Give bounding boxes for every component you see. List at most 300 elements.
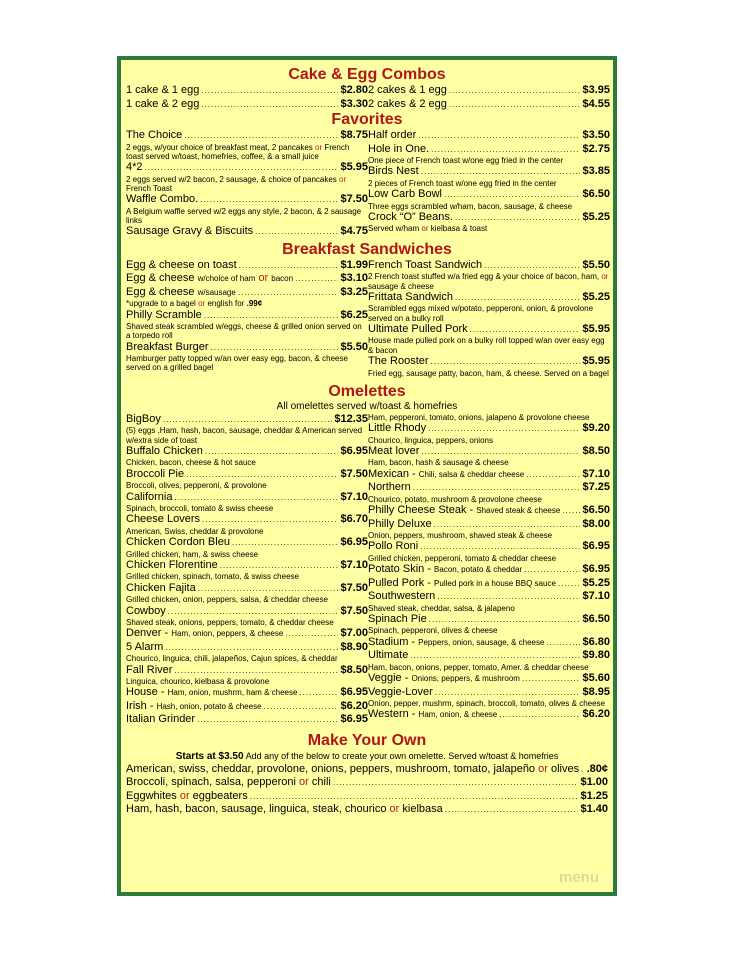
item-name-text: 1 cake & 1 egg xyxy=(126,84,200,96)
menu-item xyxy=(126,627,368,641)
item-price: $3.50 xyxy=(582,129,610,141)
item-name-text: Fall River xyxy=(126,663,173,676)
dot-leader xyxy=(428,423,580,436)
menu-item xyxy=(126,129,368,161)
dot-leader xyxy=(431,144,580,157)
menu-item xyxy=(368,259,610,291)
or-word: or xyxy=(389,802,400,815)
item-description xyxy=(126,527,368,536)
or-word: or xyxy=(538,762,548,775)
item-name xyxy=(126,582,196,595)
item-name-text: Birds Nest xyxy=(368,165,419,178)
menu-item xyxy=(126,641,368,664)
item-row xyxy=(126,193,368,207)
item-price: $5.95 xyxy=(582,355,610,368)
item-name-text: Western - xyxy=(368,708,416,721)
item-row xyxy=(368,188,610,202)
item-row xyxy=(368,577,610,591)
item-name-text: Philly Cheese Steak - xyxy=(368,504,474,517)
item-price: $7.50 xyxy=(340,581,368,594)
item-row xyxy=(368,259,610,273)
item-row xyxy=(126,286,368,300)
menu-item xyxy=(368,84,610,98)
item-row xyxy=(368,468,610,482)
item-description xyxy=(368,604,610,613)
item-price: $8.90 xyxy=(340,640,368,653)
item-row xyxy=(126,272,368,286)
item-name xyxy=(368,613,427,626)
item-description xyxy=(368,272,610,291)
upgrade-price: .99¢ xyxy=(246,299,263,309)
item-price: $5.95 xyxy=(340,161,368,174)
item-name-text: chili xyxy=(311,776,331,789)
item-description xyxy=(126,458,368,467)
item-row xyxy=(126,664,368,678)
dot-leader xyxy=(444,189,580,202)
menu-item xyxy=(368,413,610,422)
item-row xyxy=(126,84,368,98)
item-name-text: eggbeaters xyxy=(192,789,248,802)
item-name-text: Little Rhody xyxy=(368,422,427,435)
or-word: or xyxy=(421,224,429,234)
menu-item xyxy=(368,468,610,482)
menu-item xyxy=(126,491,368,514)
or-word: or xyxy=(299,776,309,789)
item-row xyxy=(368,636,610,650)
menu-item xyxy=(368,355,610,378)
menu-item xyxy=(368,613,610,636)
description-text: French toast served w/toast, homefries, coffee, & a small juice xyxy=(126,142,350,161)
dot-leader xyxy=(524,564,580,577)
watermark: menu xyxy=(558,869,599,886)
item-name-text: Italian Grinder xyxy=(126,713,196,726)
menu-item xyxy=(126,700,368,714)
item-price: $2.80 xyxy=(340,84,368,96)
description-text: Linguica, chourico, kielbasa & provolone xyxy=(126,677,270,687)
item-price: $6.70 xyxy=(340,513,368,526)
item-name xyxy=(126,341,209,354)
item-description xyxy=(126,207,368,226)
item-row xyxy=(368,211,610,225)
start-text: Add any of the below to create your own omelette. Served w/toast & homefries xyxy=(245,750,559,761)
item-row xyxy=(126,129,368,143)
item-name xyxy=(126,803,443,816)
item-description xyxy=(368,663,610,672)
item-inline-desc: Hash, onion, potato & cheese xyxy=(156,701,262,711)
item-row xyxy=(368,422,610,436)
item-description xyxy=(126,143,368,162)
item-row xyxy=(126,98,368,112)
description-text: Ham, bacon, hash & sausage & cheese xyxy=(368,458,509,468)
item-name xyxy=(368,518,432,531)
item-name-text: House - xyxy=(126,686,165,699)
item-name xyxy=(368,563,522,577)
item-inline-desc: w/sausage xyxy=(197,287,236,297)
dot-leader xyxy=(558,578,581,591)
or-word: or xyxy=(339,174,347,184)
item-price: $8.95 xyxy=(582,685,610,698)
item-price: $5.25 xyxy=(582,290,610,303)
menu-item xyxy=(368,323,610,355)
item-name xyxy=(126,272,293,286)
item-description xyxy=(126,354,368,373)
item-name-text: Denver - xyxy=(126,627,169,640)
item-price: $5.25 xyxy=(582,210,610,223)
item-row xyxy=(126,413,368,427)
item-name xyxy=(368,481,411,494)
menu-item xyxy=(126,309,368,341)
item-name xyxy=(368,445,419,458)
item-name xyxy=(368,590,435,603)
item-price: $3.25 xyxy=(340,285,368,298)
dot-leader xyxy=(484,260,580,273)
item-name-text: Eggwhites xyxy=(126,789,177,802)
dot-leader xyxy=(255,226,338,239)
item-row xyxy=(368,563,610,577)
dot-leader xyxy=(205,446,339,459)
dot-leader xyxy=(232,537,339,550)
description-text: (5) eggs ,Ham, hash, bacon, sausage, cheddar & American served w/extra side of toast xyxy=(126,426,363,445)
item-price: $6.95 xyxy=(340,444,368,457)
dot-leader xyxy=(437,591,580,604)
item-name xyxy=(368,649,408,662)
omelettes-columns xyxy=(126,413,608,727)
omelettes-title: Omelettes xyxy=(328,382,406,400)
item-description xyxy=(126,618,368,627)
item-price: $7.25 xyxy=(582,481,610,494)
item-row xyxy=(126,341,368,355)
or-word: or xyxy=(179,789,190,802)
item-name-text: Southwestern xyxy=(368,590,436,603)
left-column xyxy=(126,259,368,378)
dot-leader xyxy=(211,342,339,355)
menu-item xyxy=(126,259,368,273)
item-name-text: Potato Skin - xyxy=(368,563,431,576)
item-name-text: Stadium - xyxy=(368,635,416,648)
description-text: Ham, pepperoni, tomato, onions, jalapeno & provolone cheese xyxy=(368,412,590,422)
dot-leader xyxy=(220,560,339,573)
item-name xyxy=(368,636,544,650)
item-description xyxy=(126,595,368,604)
menu-item xyxy=(368,636,610,650)
item-inline-desc: Onions, peppers, & mushroom xyxy=(411,674,520,684)
dot-leader xyxy=(455,212,581,225)
dot-leader xyxy=(145,162,339,175)
item-name-text: Chicken Fajita xyxy=(126,581,196,594)
item-description xyxy=(368,413,610,422)
item-description xyxy=(126,550,368,559)
item-price: $6.20 xyxy=(340,699,368,712)
item-name-text: Cheese Lovers xyxy=(126,513,200,526)
item-name-text: BigBoy xyxy=(126,412,161,425)
description-text: Onion, peppers, mushroom, shaved steak & cheese xyxy=(368,531,553,541)
item-price: $6.80 xyxy=(582,635,610,648)
dot-leader xyxy=(413,482,581,495)
item-price: $1.40 xyxy=(580,802,608,815)
start-price: Starts at $3.50 xyxy=(175,750,244,762)
item-inline-desc: Peppers, onion, sausage, & cheese xyxy=(418,637,545,647)
description-text: Hamburger patty topped w/an over easy egg, bacon, & cheese served on a grilled bagel xyxy=(126,354,348,373)
item-inline-desc: Chili, salsa & cheddar cheese xyxy=(418,469,525,479)
item-price: $6.50 xyxy=(582,188,610,201)
item-row xyxy=(126,513,368,527)
item-name xyxy=(368,468,524,482)
item-name xyxy=(126,193,198,206)
description-text: Chourico, potato, mushroom & provolone cheese xyxy=(368,494,542,504)
item-name xyxy=(368,211,453,224)
combos-title: Cake & Egg Combos xyxy=(288,66,446,83)
dot-leader xyxy=(197,714,338,727)
menu-item xyxy=(126,468,368,491)
item-name xyxy=(126,445,203,458)
dot-leader xyxy=(174,665,338,678)
item-name xyxy=(368,422,426,435)
item-name xyxy=(368,129,416,142)
item-name xyxy=(126,491,172,504)
dot-leader xyxy=(238,287,339,300)
dot-leader xyxy=(299,687,338,700)
or-word: or xyxy=(198,299,206,309)
or-word: or xyxy=(601,272,609,282)
item-name-text: Sausage Gravy & Biscuits xyxy=(126,225,254,238)
dot-leader xyxy=(470,324,581,337)
item-name xyxy=(368,355,429,368)
item-description xyxy=(126,504,368,513)
description-text: French Toast xyxy=(126,183,173,193)
menu-item xyxy=(126,536,368,559)
item-name-text: Chicken Florentine xyxy=(126,558,218,571)
item-name xyxy=(126,468,184,481)
item-name-text: Pollo Roni xyxy=(368,540,419,553)
item-description xyxy=(368,458,610,467)
item-name-text: Half order xyxy=(368,129,417,141)
item-name-text: Northern xyxy=(368,481,411,494)
item-row xyxy=(368,291,610,305)
item-name-text: Hole in One. xyxy=(368,142,430,155)
item-row xyxy=(368,98,610,112)
item-price: $8.50 xyxy=(582,444,610,457)
menu-item xyxy=(126,341,368,373)
item-name xyxy=(368,577,556,591)
item-price: $1.99 xyxy=(340,258,368,271)
or-word: or xyxy=(258,272,269,285)
item-price: $9.20 xyxy=(582,422,610,435)
make-your-own-title: Make Your Own xyxy=(307,731,427,749)
combos-columns xyxy=(126,84,608,111)
item-description xyxy=(368,304,610,323)
item-name xyxy=(126,627,283,641)
dot-leader xyxy=(546,637,580,650)
item-row xyxy=(368,686,610,700)
item-name xyxy=(126,84,199,97)
item-description xyxy=(368,224,610,233)
item-name xyxy=(126,664,172,677)
item-row xyxy=(126,309,368,323)
item-name-text: Chicken Cordon Bleu xyxy=(126,536,230,549)
item-name xyxy=(126,513,200,526)
menu-item xyxy=(126,193,368,225)
menu-item xyxy=(368,129,610,143)
item-name xyxy=(368,84,447,97)
item-name xyxy=(368,259,482,272)
item-inline-desc: Pulled pork in a house BBQ sauce xyxy=(434,578,556,588)
item-name-text: olives xyxy=(550,762,580,775)
make-your-own-list xyxy=(126,763,608,816)
item-row xyxy=(126,700,368,714)
item-price: $3.10 xyxy=(340,272,368,285)
item-row xyxy=(126,259,368,273)
item-name-text: Broccoli Pie xyxy=(126,467,185,480)
item-name-text: 1 cake & 2 egg xyxy=(126,97,200,110)
item-price: $6.50 xyxy=(582,504,610,517)
favorites-title: Favorites xyxy=(331,111,403,128)
dot-leader xyxy=(431,356,581,369)
dot-leader xyxy=(250,790,579,803)
item-price: $6.25 xyxy=(340,308,368,321)
item-name xyxy=(368,165,419,178)
dot-leader xyxy=(449,85,581,98)
item-name-text: Ultimate Pulled Pork xyxy=(368,322,468,335)
item-name-text: Philly Scramble xyxy=(126,308,202,321)
description-text: Spinach, broccoli, tomato & swiss cheese xyxy=(126,504,274,514)
item-name xyxy=(126,686,297,700)
item-name-text: Meat lover xyxy=(368,444,420,457)
item-row xyxy=(126,803,608,816)
menu-item xyxy=(126,605,368,628)
description-text: *upgrade to a bagel xyxy=(126,299,196,309)
item-row xyxy=(126,605,368,619)
dot-leader xyxy=(420,541,580,554)
description-text: Shaved steak, cheddar, salsa, & jalapeno xyxy=(368,603,515,613)
description-text: Scrambled eggs mixed w/potato, pepperoni, onion, & provolone served on a bulky roll xyxy=(368,304,594,323)
item-inline-desc: Ham, onion, & cheese xyxy=(418,710,498,720)
dot-leader xyxy=(186,469,338,482)
item-price: $5.25 xyxy=(582,576,610,589)
item-row xyxy=(126,763,608,776)
or-word: or xyxy=(315,142,323,152)
description-text: 2 pieces of French toast w/one egg fried in the center xyxy=(368,178,557,188)
item-name-text: Veggie - xyxy=(368,672,409,685)
item-row xyxy=(126,536,368,550)
item-name-text: The Choice xyxy=(126,129,183,141)
menu-item xyxy=(126,161,368,193)
item-price: .80¢ xyxy=(586,762,608,775)
item-name-text: kielbasa xyxy=(402,802,443,815)
item-description xyxy=(126,572,368,581)
item-name xyxy=(368,291,453,304)
item-price: $6.20 xyxy=(582,708,610,721)
dot-leader xyxy=(239,260,339,273)
item-row xyxy=(368,129,610,143)
item-description xyxy=(368,554,610,563)
item-name-text: 2 cakes & 2 egg xyxy=(368,97,447,110)
menu-item xyxy=(368,98,610,112)
menu-item xyxy=(368,649,610,672)
description-text: Chourico, linguica, chili, jalapeños, Cajun spices, & cheddar xyxy=(126,654,338,664)
item-inline-desc: bacon xyxy=(271,274,294,284)
item-name xyxy=(368,708,497,722)
item-name-text: Broccoli, spinach, salsa, pepperoni xyxy=(126,776,296,789)
menu-item xyxy=(126,776,608,789)
item-price: $3.95 xyxy=(582,84,610,96)
item-price: $9.80 xyxy=(582,649,610,662)
dot-leader xyxy=(201,99,338,112)
sandwiches-title: Breakfast Sandwiches xyxy=(282,240,452,258)
item-row xyxy=(126,491,368,505)
item-name-text: Veggie-Lover xyxy=(368,685,433,698)
menu-item xyxy=(368,686,610,709)
item-name xyxy=(368,504,560,518)
menu-item xyxy=(126,664,368,687)
item-name-text: Frittata Sandwich xyxy=(368,290,453,303)
item-name xyxy=(126,286,236,300)
menu-item xyxy=(368,577,610,591)
omelettes-note: All omelettes served w/toast & homefries xyxy=(276,400,458,412)
item-price: $6.50 xyxy=(582,612,610,625)
item-name xyxy=(368,98,447,111)
description-text: Grilled chicken, spinach, tomato, & swiss cheese xyxy=(126,572,299,582)
item-description xyxy=(126,481,368,490)
item-name xyxy=(126,225,253,238)
item-name xyxy=(126,259,237,272)
item-description xyxy=(368,336,610,355)
item-price: $7.10 xyxy=(582,590,610,603)
description-text: A Belgium waffle served w/2 eggs any style, 2 bacon, & 2 sausage links xyxy=(126,206,362,225)
dot-leader xyxy=(449,99,581,112)
item-price: $4.75 xyxy=(340,225,368,238)
item-price: $12.35 xyxy=(334,412,368,425)
description-text: english for xyxy=(207,299,245,309)
item-row xyxy=(368,590,610,604)
item-row xyxy=(368,613,610,627)
description-text: Onion, pepper, mushrm, spinach, broccoli, tomato, olives & cheese xyxy=(368,699,606,709)
item-name xyxy=(126,790,248,803)
item-price: $6.95 xyxy=(340,536,368,549)
menu-item xyxy=(368,422,610,445)
left-column xyxy=(126,129,368,239)
item-row xyxy=(126,627,368,641)
item-name xyxy=(126,129,182,142)
description-text: Served w/ham xyxy=(368,224,420,234)
item-row xyxy=(126,641,368,655)
item-name xyxy=(126,776,331,789)
item-price: $6.95 xyxy=(340,713,368,726)
item-name xyxy=(126,536,230,549)
dot-leader xyxy=(581,763,584,776)
item-name-text: Irish - xyxy=(126,699,154,712)
item-price: $6.95 xyxy=(582,563,610,576)
menu-item xyxy=(368,481,610,504)
dot-leader xyxy=(165,642,338,655)
menu-item xyxy=(368,672,610,686)
item-description xyxy=(368,369,610,378)
item-name xyxy=(368,672,520,686)
menu-item xyxy=(126,84,368,98)
favorites-columns xyxy=(126,129,608,239)
description-text: Shaved steak, onions, peppers, tomato, & cheddar cheese xyxy=(126,618,334,628)
item-name-text: Waffle Combo. xyxy=(126,193,199,206)
left-column xyxy=(126,84,368,111)
item-price: $6.95 xyxy=(582,540,610,553)
menu-item xyxy=(126,763,608,776)
description-text: 2 French toast stuffed w/a fried egg & your choice of bacon, ham, xyxy=(368,272,600,282)
item-name xyxy=(368,686,433,699)
item-name-text: The Rooster xyxy=(368,355,429,368)
dot-leader xyxy=(285,628,338,641)
menu-item xyxy=(126,225,368,239)
item-row xyxy=(126,790,608,803)
menu-item xyxy=(126,713,368,727)
